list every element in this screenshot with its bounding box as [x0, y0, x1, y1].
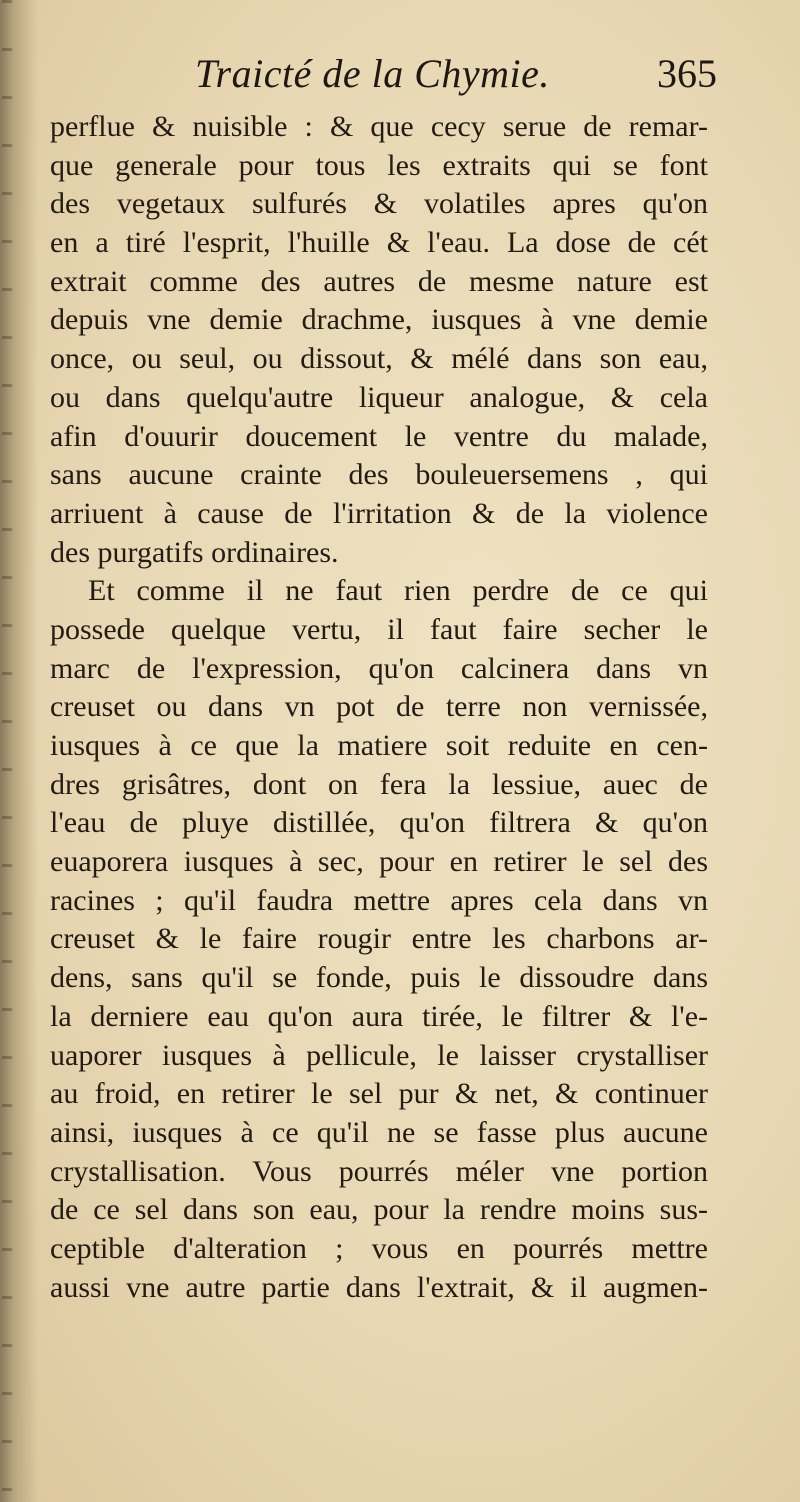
text-line: depuis vne demie drachme, iusques à vne demie [50, 303, 708, 337]
text-line: extrait comme des autres de mesme nature est [50, 264, 708, 298]
text-line: de ce sel dans son eau, pour la rendre moins sus- [50, 1193, 708, 1227]
spine-edge [2, 0, 12, 1502]
text-line: que generale pour tous les extraits qui se font [50, 148, 708, 182]
text-line: arriuent à cause de l'irritation & de la violence [50, 496, 708, 530]
text-line: dres grisâtres, dont on fera la lessiue, auec de [50, 767, 708, 801]
text-line: dens, sans qu'il se fonde, puis le dissoudre dans [50, 961, 708, 995]
page-number: 365 [657, 51, 717, 96]
paragraph-end-line: des purgatifs ordinaires. [50, 535, 339, 569]
text-line: iusques à ce que la matiere soit reduite en cen- [50, 729, 708, 762]
text-line: en a tiré l'esprit, l'huille & l'eau. La dose de cét [50, 226, 708, 260]
text-line: afin d'ouurir doucement le ventre du malade, [50, 419, 708, 453]
text-line: sans aucune crainte des bouleuersemens , qui [50, 458, 708, 492]
text-line: once, ou seul, ou dissout, & mélé dans son eau, [50, 342, 708, 376]
text-line: possede quelque vertu, il faut faire secher le [50, 612, 708, 646]
text-line: l'eau de pluye distillée, qu'on filtrera & qu'on [50, 806, 708, 840]
text-line: des vegetaux sulfurés & volatiles apres qu'on [50, 187, 708, 221]
text-line: racines ; qu'il faudra mettre apres cela dans vn [50, 883, 708, 917]
text-line: creuset ou dans vn pot de terre non vernissée, [50, 690, 708, 724]
text-line: crystallisation. Vous pourrés méler vne portion [50, 1154, 708, 1188]
text-line: ceptible d'alteration ; vous en pourrés mettre [50, 1231, 708, 1265]
text-line: la derniere eau qu'on aura tirée, le filtrer & l'e- [50, 999, 708, 1033]
text-line: ou dans quelqu'autre liqueur analogue, & cela [50, 380, 708, 414]
text-line: aussi vne autre partie dans l'extrait, & il augmen- [50, 1270, 708, 1304]
text-line: creuset & le faire rougir entre les charbons ar- [50, 922, 708, 956]
text-line: uaporer iusques à pellicule, le laisser crystalliser [50, 1038, 708, 1072]
page-title: Traicté de la Chymie. [195, 51, 550, 96]
running-head [195, 50, 755, 110]
paragraph-start-line: Et comme il ne faut rien perdre de ce qui [88, 574, 708, 608]
text-line: euaporera iusques à sec, pour en retirer le sel des [50, 845, 708, 879]
text-line: marc de l'expression, qu'on calcinera dans vn [50, 651, 708, 685]
text-line: au froid, en retirer le sel pur & net, & continuer [50, 1077, 708, 1111]
text-line: ainsi, iusques à ce qu'il ne se fasse plus aucune [50, 1115, 708, 1149]
body-text [50, 108, 708, 1307]
text-line: perflue & nuisible : & que cecy serue de remar- [50, 110, 708, 143]
